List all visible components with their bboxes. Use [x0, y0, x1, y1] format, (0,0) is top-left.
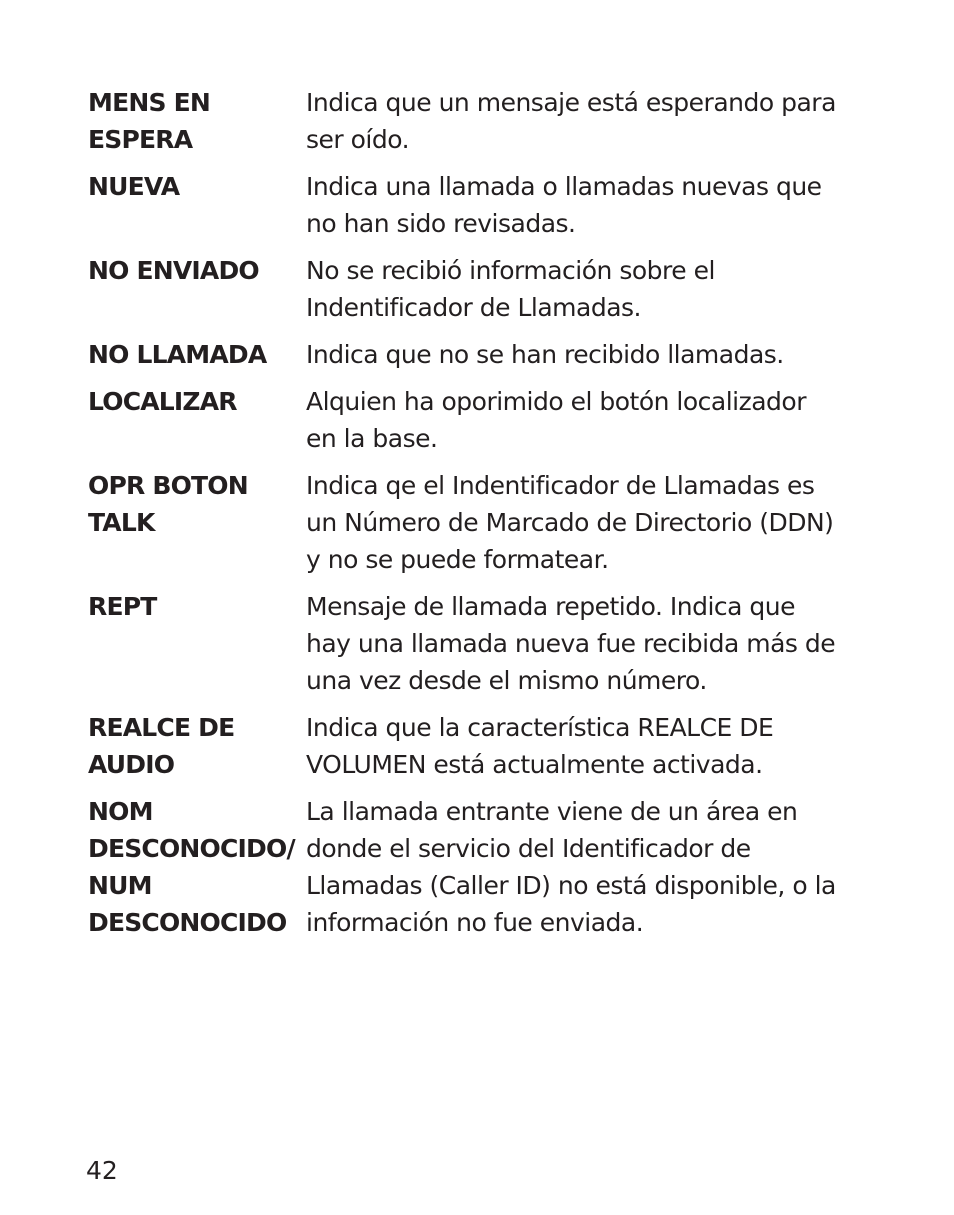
term: NUEVA — [88, 172, 180, 201]
entry-opr-boton-talk — [88, 467, 878, 578]
description: La llamada entrante viene de un área en donde el servicio del Identificador de Llamadas (Caller ID) no está disponible, o la información no fue enviada. — [306, 797, 836, 937]
term: NO ENVIADO — [88, 256, 259, 285]
entry-rept — [88, 588, 878, 699]
description: Indica que la característica REALCE DE VOLUMEN está actualmente activada. — [306, 713, 774, 779]
entry-nueva — [88, 168, 878, 242]
description: Alquien ha oporimido el botón localizador en la base. — [306, 387, 806, 453]
term: MENS EN ESPERA — [88, 88, 210, 154]
term: OPR BOTON TALK — [88, 471, 248, 537]
entry-no-llamada — [88, 336, 878, 373]
description: Indica que no se han recibido llamadas. — [306, 340, 784, 369]
description: Indica que un mensaje está esperando para ser oído. — [306, 88, 836, 154]
description: Indica qe el Indentificador de Llamadas es un Número de Marcado de Directorio (DDN) y no se puede formatear. — [306, 471, 834, 574]
description: Indica una llamada o llamadas nuevas que no han sido revisadas. — [306, 172, 822, 238]
term: NOM DESCONOCIDO/ NUM DESCONOCIDO — [88, 797, 295, 937]
entry-realce-de-audio — [88, 709, 878, 783]
entry-localizar — [88, 383, 878, 457]
entry-no-enviado — [88, 252, 878, 326]
term: REALCE DE AUDIO — [88, 713, 235, 779]
entry-mens-en-espera — [88, 84, 878, 158]
definition-list — [88, 84, 878, 951]
description: Mensaje de llamada repetido. Indica que hay una llamada nueva fue recibida más de una vez desde el mismo número. — [306, 592, 836, 695]
term: REPT — [88, 592, 157, 621]
page-number: 42 — [86, 1156, 118, 1185]
term: NO LLAMADA — [88, 340, 267, 369]
term: LOCALIZAR — [88, 387, 237, 416]
entry-nom-desconocido — [88, 793, 878, 941]
description: No se recibió información sobre el Indentificador de Llamadas. — [306, 256, 715, 322]
